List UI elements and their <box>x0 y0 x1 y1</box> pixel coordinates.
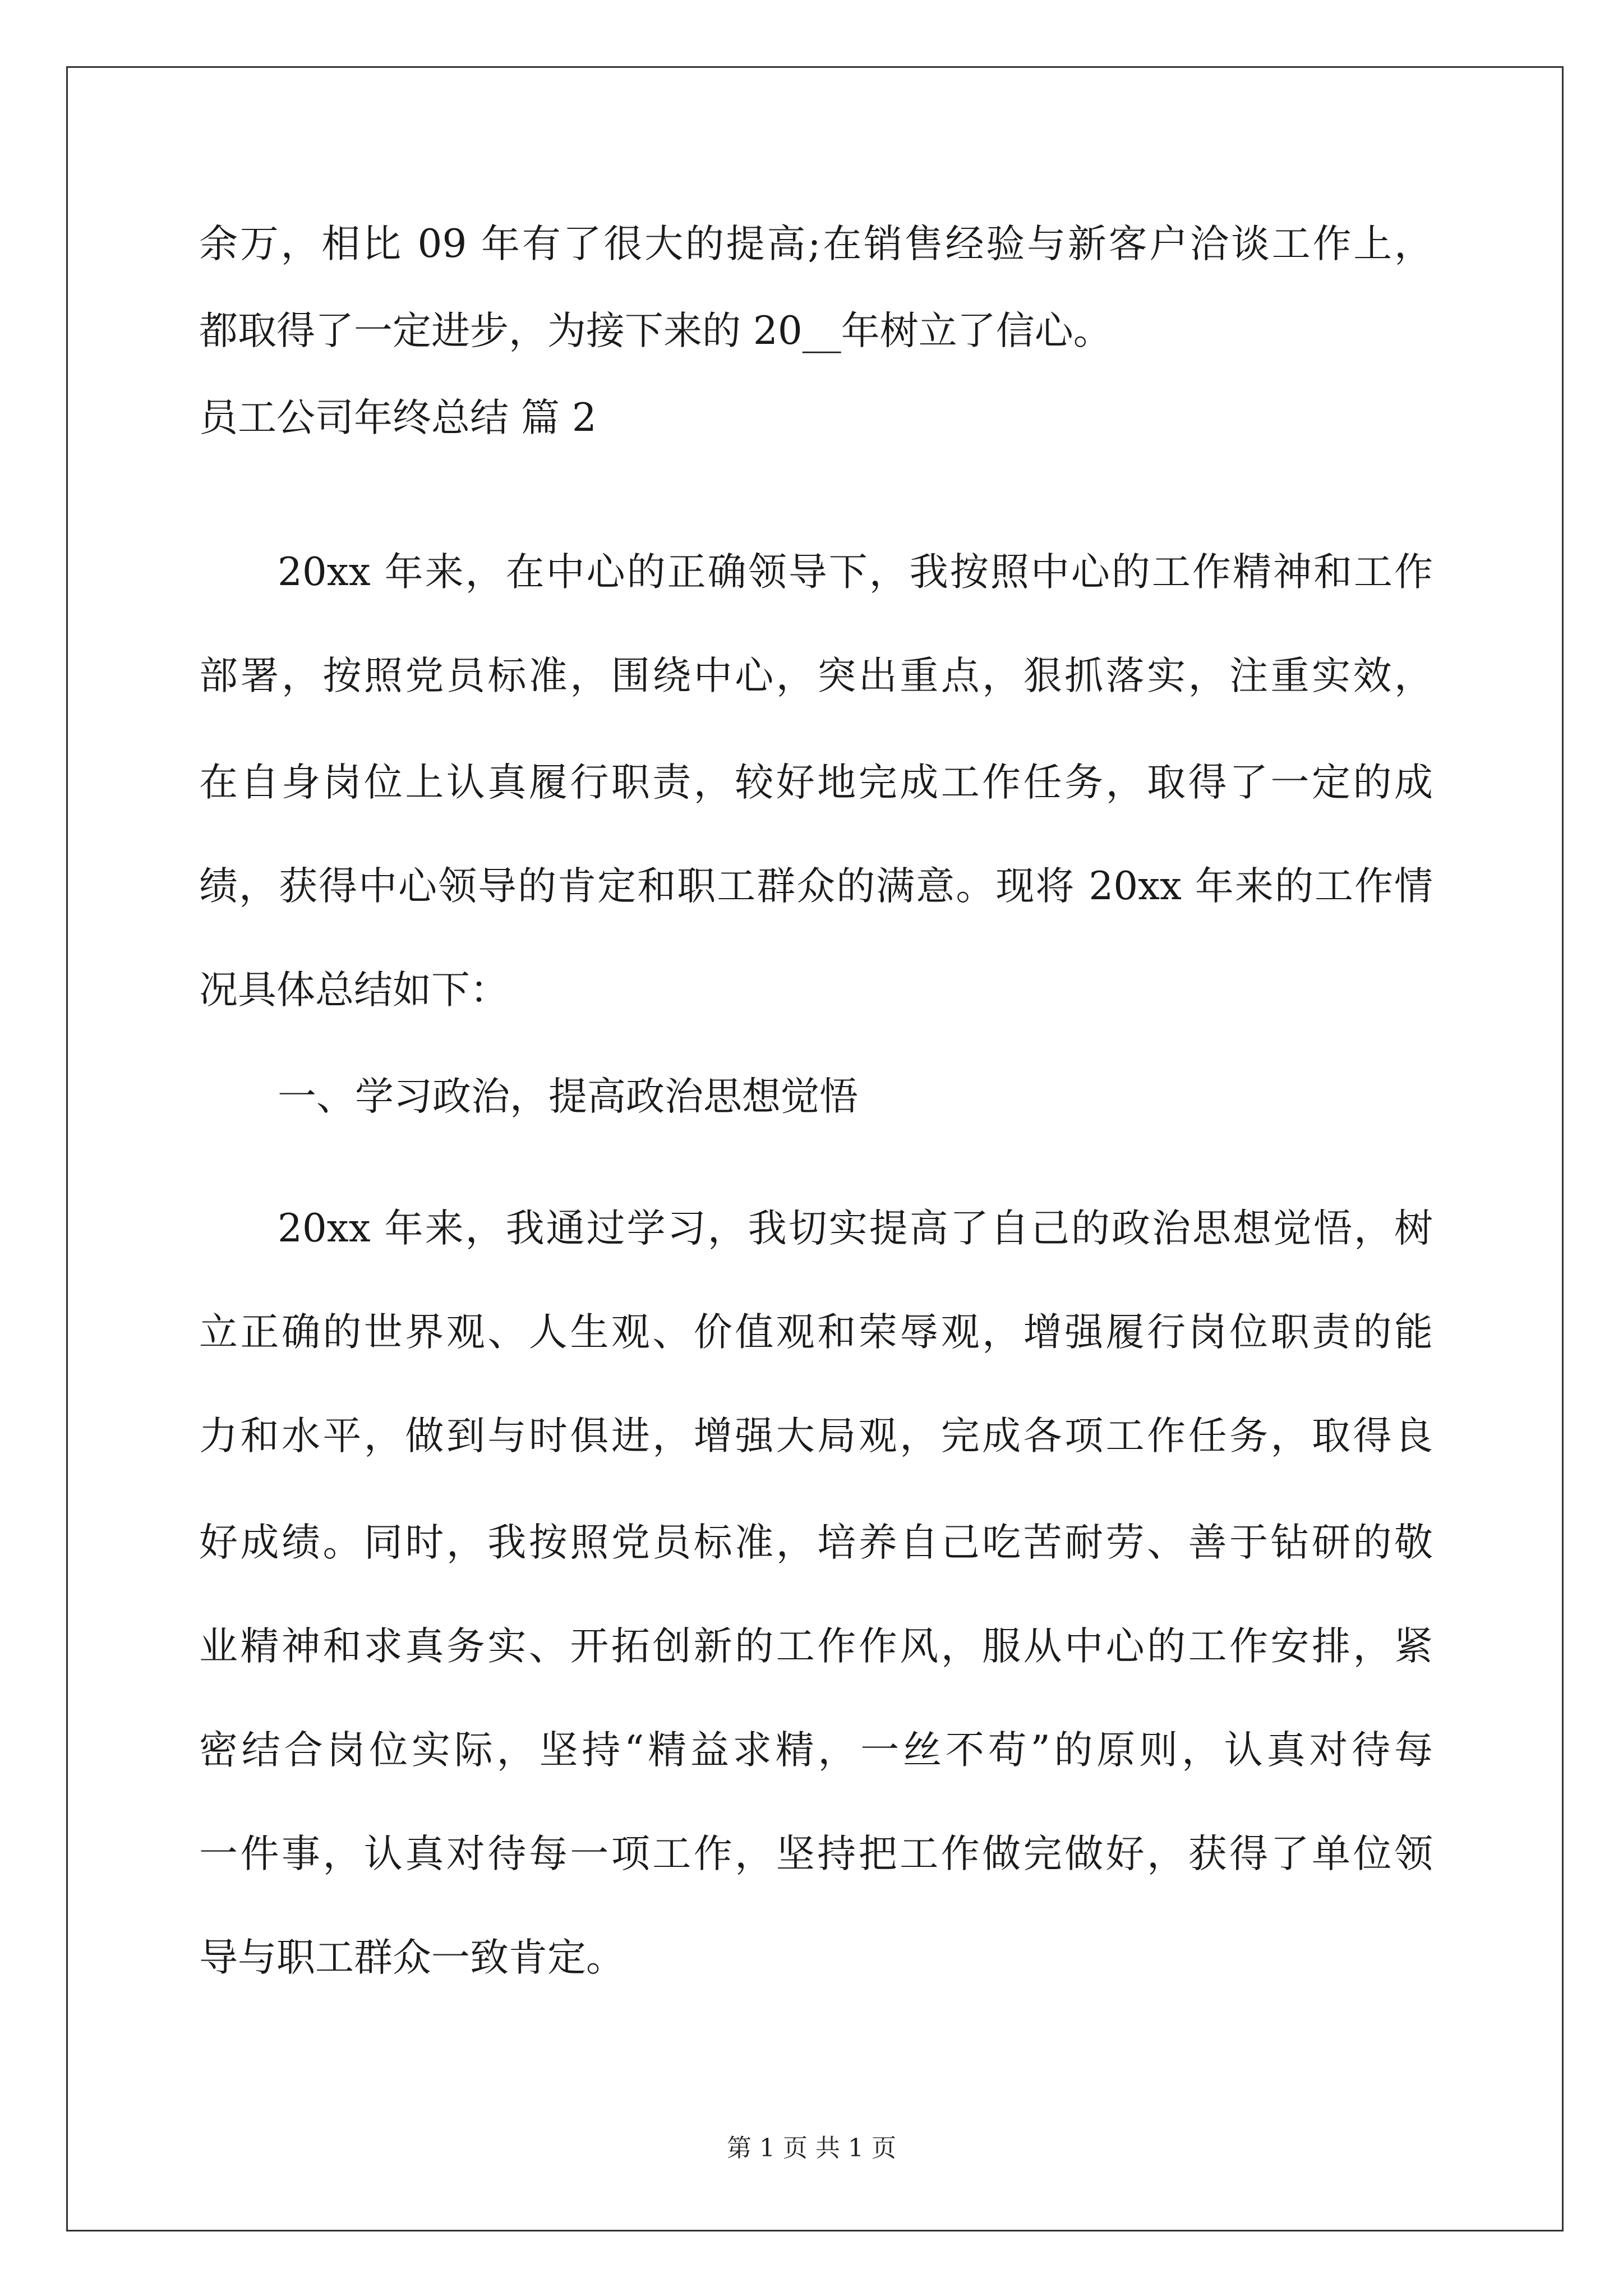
paragraph-line: 部署，按照党员标准，围绕中心，突出重点，狠抓落实，注重实效， <box>199 654 1433 698</box>
subsection-heading: 一、学习政治，提高政治思想觉悟 <box>278 1074 858 1119</box>
paragraph-line: 都取得了一定进步，为接下来的 20__年树立了信心。 <box>199 309 1112 353</box>
paragraph-line: 导与职工群众一致肯定。 <box>199 1935 625 1980</box>
paragraph-line: 密结合岗位实际，坚持“精益求精，一丝不苟”的原则，认真对待每 <box>199 1728 1433 1773</box>
paragraph-line: 好成绩。同时，我按照党员标准，培养自己吃苦耐劳、善于钻研的敬 <box>199 1520 1433 1565</box>
paragraph-line: 20xx 年来，在中心的正确领导下，我按照中心的工作精神和工作 <box>278 550 1433 595</box>
paragraph-line: 一件事，认真对待每一项工作，坚持把工作做完做好，获得了单位领 <box>199 1832 1433 1876</box>
paragraph-line: 力和水平，做到与时俱进，增强大局观，完成各项工作任务，取得良 <box>199 1414 1433 1458</box>
paragraph-line: 况具体总结如下： <box>199 968 509 1013</box>
page-number-footer: 第 1 页 共 1 页 <box>727 2134 896 2162</box>
paragraph-line: 在自身岗位上认真履行职责，较好地完成工作任务，取得了一定的成 <box>199 760 1433 805</box>
paragraph-line: 立正确的世界观、人生观、价值观和荣辱观，增强履行岗位职责的能 <box>199 1310 1433 1355</box>
paragraph-line: 绩，获得中心领导的肯定和职工群众的满意。现将 20xx 年来的工作情 <box>199 864 1433 909</box>
paragraph-line: 余万，相比 09 年有了很大的提高;在销售经验与新客户洽谈工作上， <box>199 222 1433 266</box>
paragraph-line: 业精神和求真务实、开拓创新的工作作风，服从中心的工作安排，紧 <box>199 1624 1433 1669</box>
paragraph-line: 20xx 年来，我通过学习，我切实提高了自己的政治思想觉悟，树 <box>278 1206 1433 1251</box>
section-heading: 员工公司年终总结 篇 2 <box>199 395 597 440</box>
